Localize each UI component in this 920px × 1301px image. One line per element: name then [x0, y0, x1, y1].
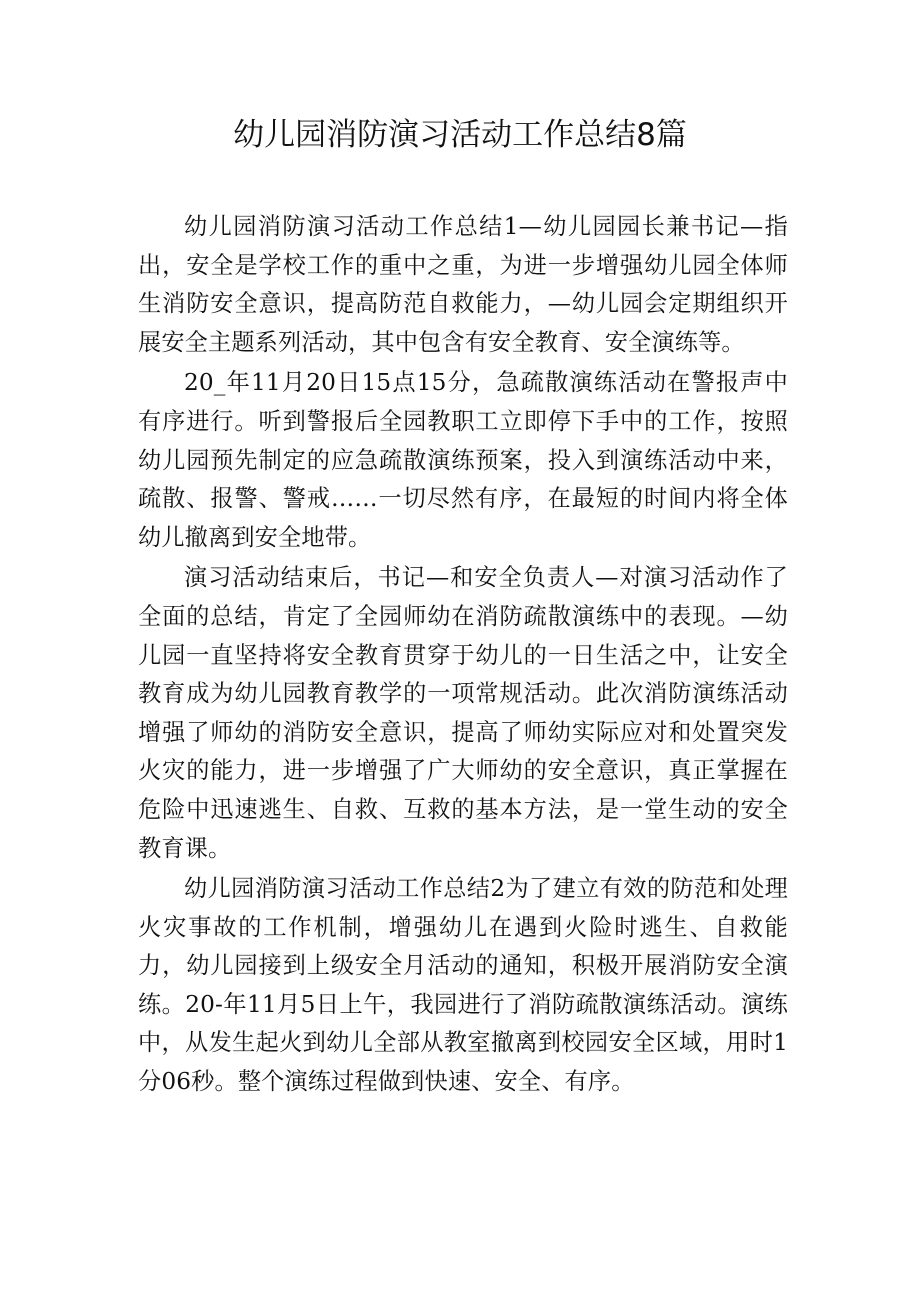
paragraph-2: 20_年11月20日15点15分，急疏散演练活动在警报声中有序进行。听到警报后全园教职工立即停下手中的工作，按照幼儿园预先制定的应急疏散演练预案，投入到演练活动中来，疏散、报警、警戒……一切尽然有序，在最短的时间内将全体幼儿撤离到安全地带。 [138, 369, 788, 551]
paragraph-1: 幼儿园消防演习活动工作总结1—幼儿园园长兼书记—指出，安全是学校工作的重中之重，为进一步增强幼儿园全体师生消防安全意识，提高防范自救能力，—幼儿园会定期组织开展安全主题系列活动，其中包含有安全教育、安全演练等。 [138, 213, 788, 356]
document-title: 幼儿园消防演习活动工作总结8篇 [233, 117, 687, 153]
paragraph-3: 演习活动结束后，书记—和安全负责人—对演习活动作了全面的总结，肯定了全园师幼在消防疏散演练中的表现。—幼儿园一直坚持将安全教育贯穿于幼儿的一日生活之中，让安全教育成为幼儿园教育教学的一项常规活动。此次消防演练活动增强了师幼的消防安全意识，提高了师幼实际应对和处置突发火灾的能力，进一步增强了广大师幼的安全意识，真正掌握在危险中迅速逃生、自救、互救的基本方法，是一堂生动的安全教育课。 [138, 564, 788, 862]
document-body [138, 208, 788, 1104]
paragraph-4: 幼儿园消防演习活动工作总结2为了建立有效的防范和处理火灾事故的工作机制，增强幼儿在遇到火险时逃生、自救能力，幼儿园接到上级安全月活动的通知，积极开展消防安全演练。20-年11月5日上午，我园进行了消防疏散演练活动。演练中，从发生起火到幼儿全部从教室撤离到校园安全区域，用时1分06秒。整个演练过程做到快速、安全、有序。 [138, 875, 788, 1096]
